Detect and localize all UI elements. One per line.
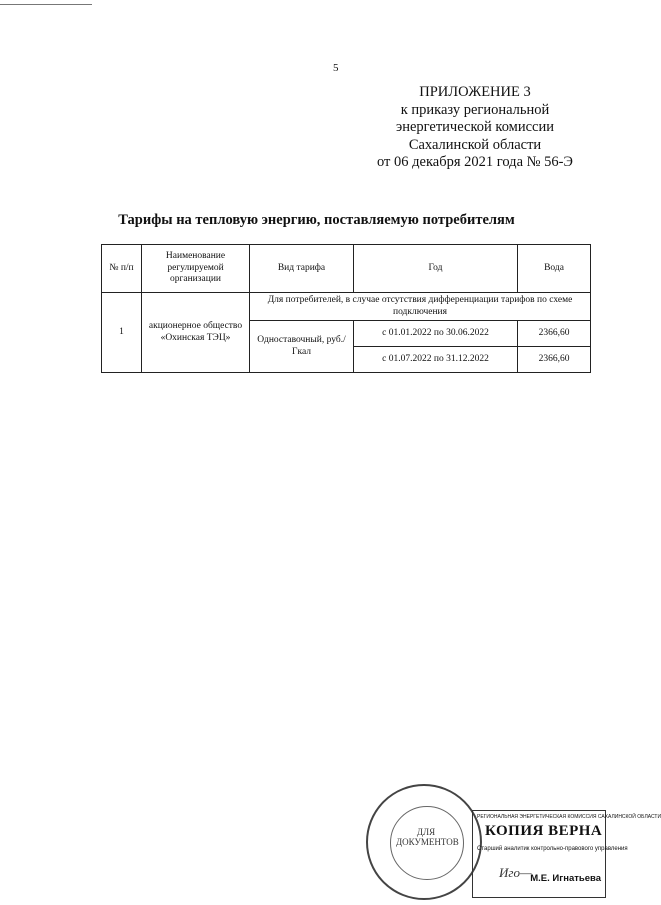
header-water: Вода <box>518 245 591 293</box>
appendix-header <box>355 84 595 172</box>
cell-org: акционерное общество «Охинская ТЭЦ» <box>142 293 250 373</box>
header-year: Год <box>354 245 518 293</box>
appendix-line: энергетической комиссии <box>395 119 555 135</box>
cell-year: с 01.01.2022 по 30.06.2022 <box>354 321 518 347</box>
table-row <box>102 293 591 321</box>
header-tariff-type: Вид тарифа <box>250 245 354 293</box>
header-org: Наименование регулируемой организации <box>142 245 250 293</box>
appendix-line: ПРИЛОЖЕНИЕ 3 <box>419 84 531 100</box>
tariff-table <box>101 244 591 373</box>
page-number: 5 <box>333 62 339 74</box>
cell-water: 2366,60 <box>518 321 591 347</box>
appendix-line: к приказу региональной <box>400 101 550 118</box>
cell-year: с 01.07.2022 по 31.12.2022 <box>354 347 518 373</box>
document-title: Тарифы на тепловую энергию, поставляемую потребителям <box>118 212 515 228</box>
signer-name: М.Е. Игнатьева <box>530 873 601 884</box>
top-rule <box>0 4 92 5</box>
certification-stamp <box>362 782 661 900</box>
table-header-row <box>102 245 591 293</box>
cell-tariff-type: Одноставочный, руб./Гкал <box>250 321 354 373</box>
copy-box-organization: РЕГИОНАЛЬНАЯ ЭНЕРГЕТИЧЕСКАЯ КОМИССИЯ САХАЛИНСКОЙ ОБЛАСТИ <box>477 814 661 820</box>
header-num: № п/п <box>102 245 142 293</box>
seal-text: ДЛЯ ДОКУМЕНТОВ <box>396 827 459 847</box>
appendix-line: от 06 декабря 2021 года № 56-Э <box>377 154 573 170</box>
signer-position: Старший аналитик контрольно-правового управления <box>477 846 628 852</box>
cell-water: 2366,60 <box>518 347 591 373</box>
cell-condition: Для потребителей, в случае отсутствия дифференциации тарифов по схеме подключения <box>250 293 591 321</box>
cell-num: 1 <box>102 293 142 373</box>
copy-certified-box <box>472 810 661 898</box>
copy-certified-label: КОПИЯ ВЕРНА <box>485 823 603 839</box>
appendix-line: Сахалинской области <box>408 136 542 153</box>
handwritten-signature: Иго— <box>499 865 532 880</box>
